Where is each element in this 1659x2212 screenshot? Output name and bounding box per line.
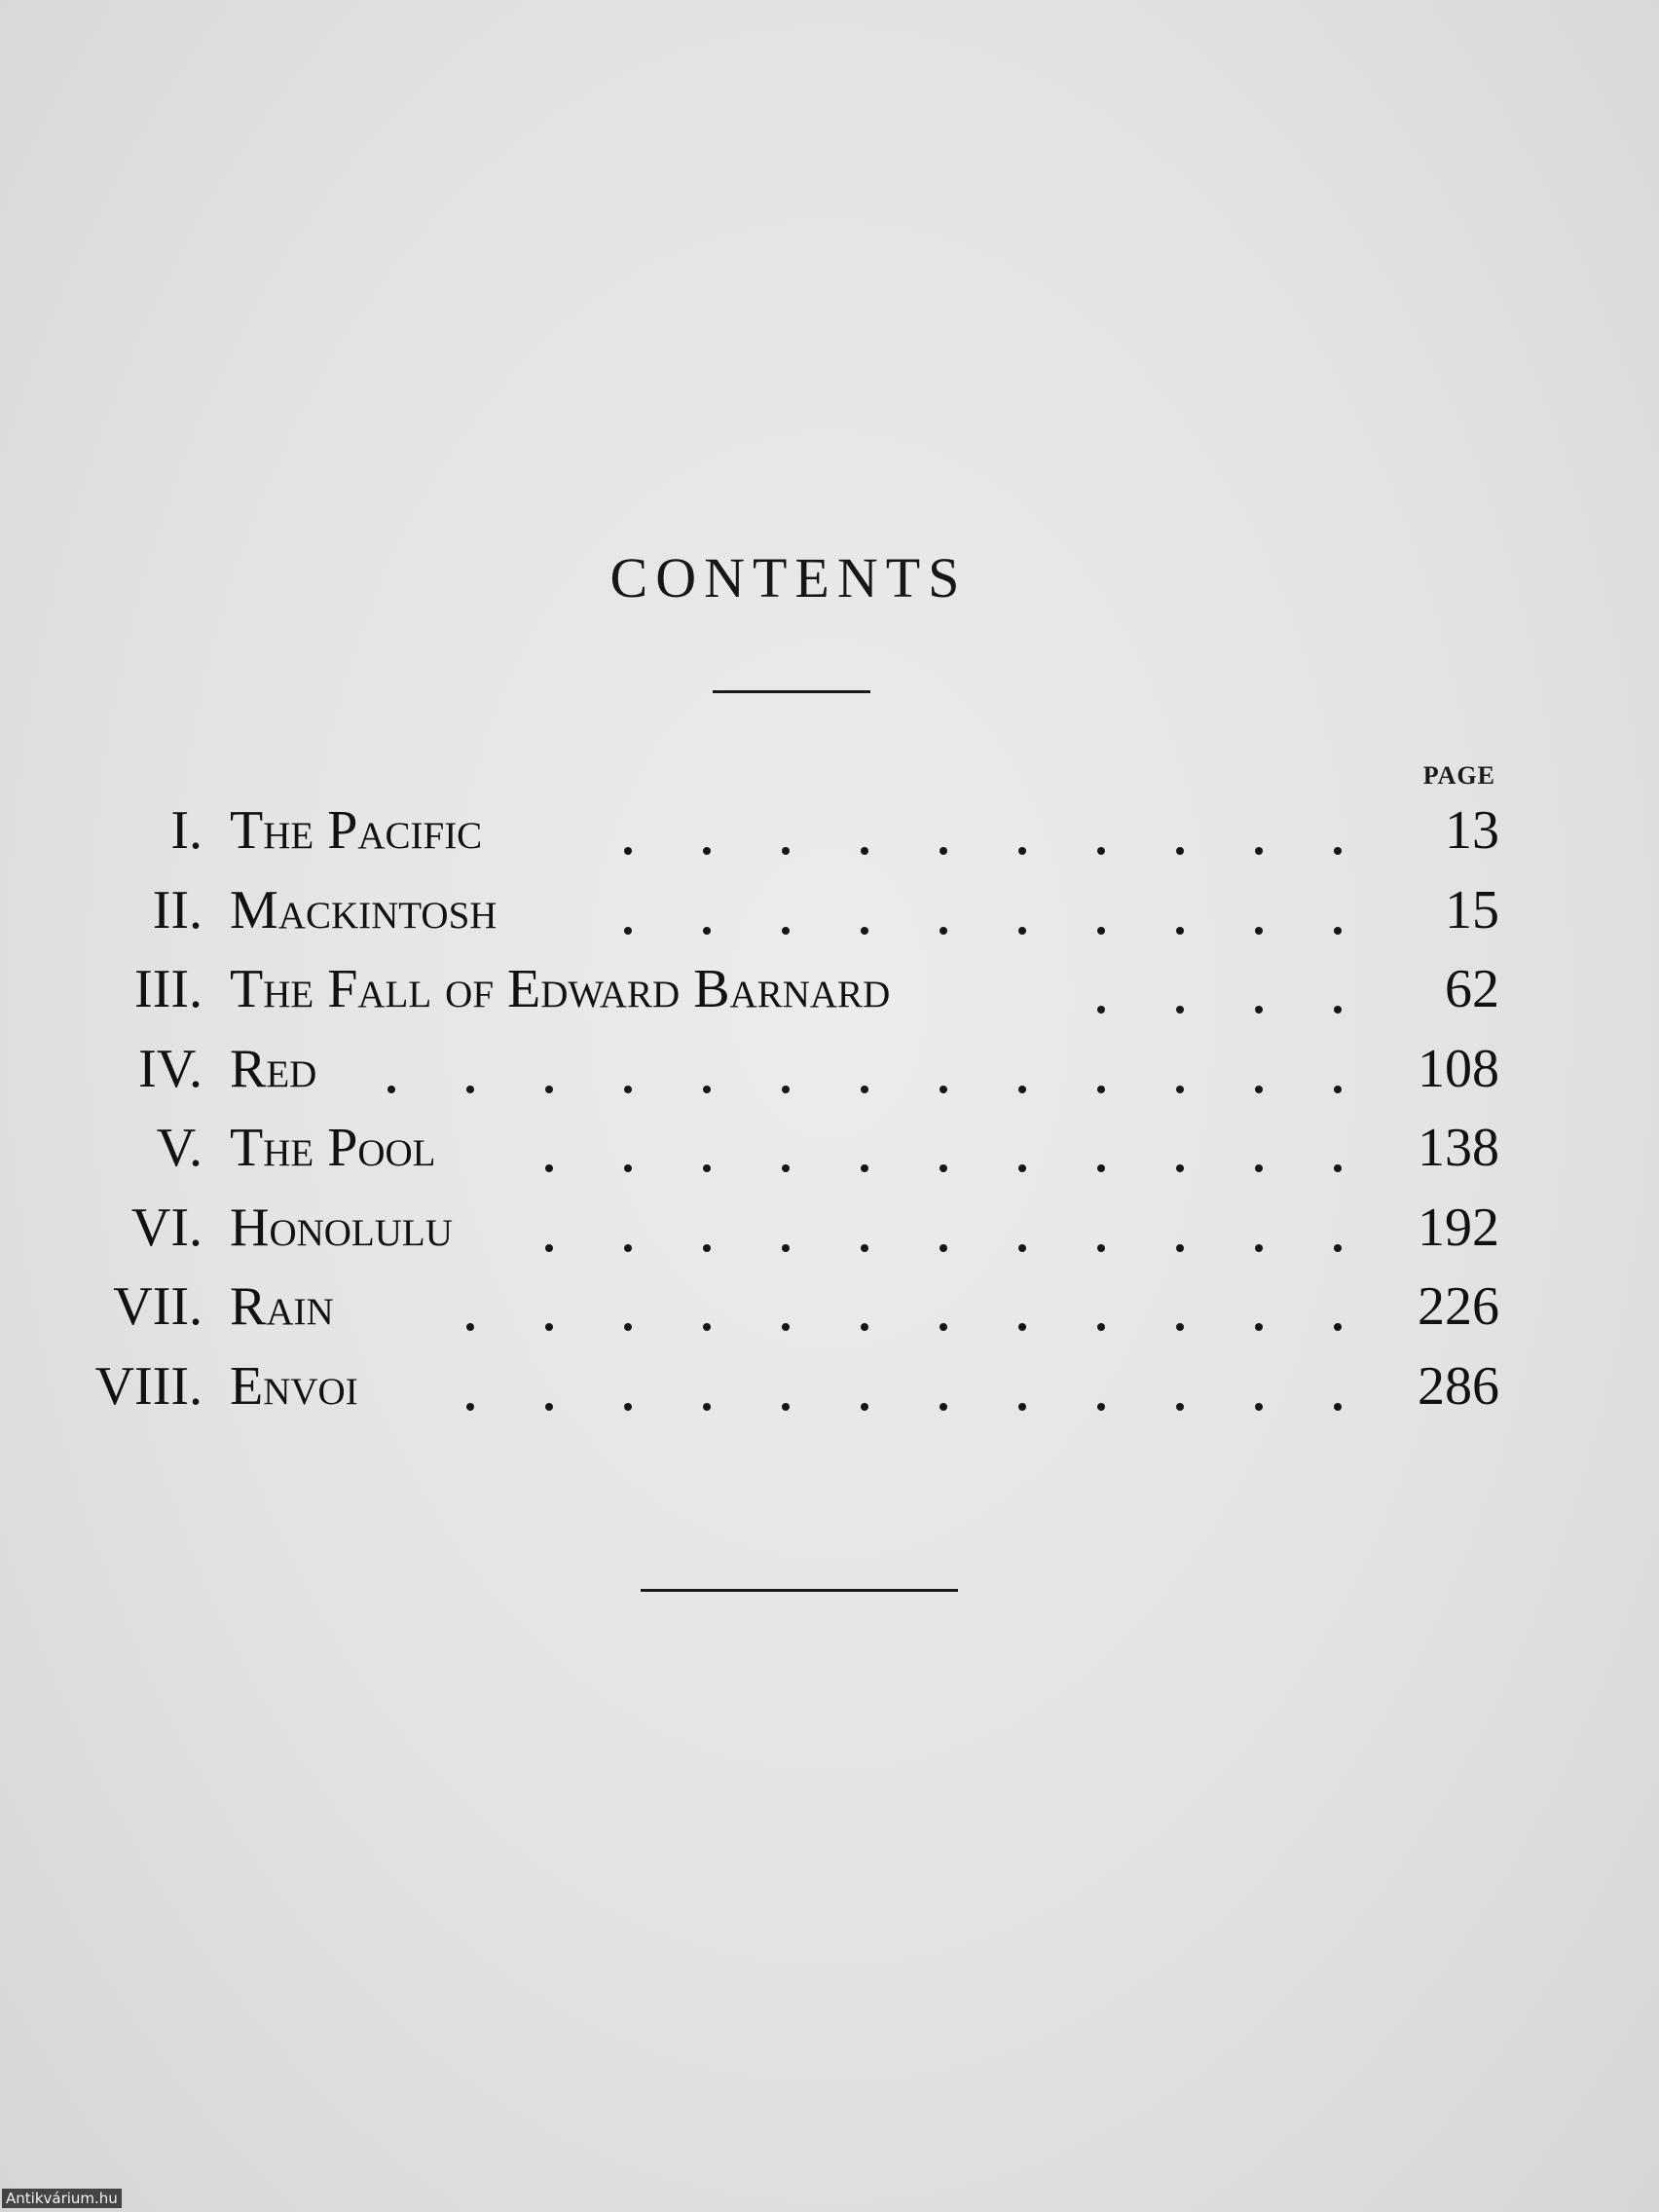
chapter-numeral: VII. (113, 1276, 203, 1337)
chapter-title: Mackintosh (230, 879, 498, 940)
bottom-rule (641, 1589, 958, 1592)
chapter-numeral: V. (156, 1118, 203, 1178)
page-number: 13 (1445, 800, 1499, 861)
page-column-heading: PAGE (1422, 761, 1495, 790)
toc-entry[interactable] (0, 1194, 1659, 1273)
chapter-numeral: II. (152, 879, 203, 940)
watermark: Antikvárium.hu (2, 2189, 122, 2208)
page-number: 108 (1418, 1038, 1499, 1099)
page-number: 138 (1418, 1118, 1499, 1178)
chapter-numeral: III. (134, 959, 203, 1019)
page-number: 15 (1445, 879, 1499, 940)
dot-leader (474, 1114, 1342, 1182)
dot-leader (395, 1272, 1342, 1341)
chapter-title: The Pacific (230, 800, 483, 861)
dot-leader (474, 1194, 1342, 1262)
dot-leader (316, 1035, 1342, 1103)
dot-leader (553, 876, 1342, 944)
dot-leader (1026, 955, 1342, 1023)
toc-entry[interactable] (0, 955, 1659, 1035)
toc-entry[interactable] (0, 1352, 1659, 1432)
page-number: 62 (1445, 959, 1499, 1019)
chapter-numeral: I. (170, 800, 203, 861)
page-title: CONTENTS (609, 546, 968, 609)
chapter-title: Rain (230, 1276, 334, 1337)
chapter-title: Red (230, 1038, 317, 1099)
chapter-title: The Fall of Edward Barnard (230, 959, 891, 1019)
dot-leader (553, 796, 1342, 865)
chapter-title: Honolulu (230, 1197, 453, 1258)
toc-entry[interactable] (0, 876, 1659, 956)
page-number: 192 (1418, 1197, 1499, 1258)
page-number: 286 (1418, 1355, 1499, 1417)
toc-entry[interactable] (0, 796, 1659, 876)
chapter-title: The Pool (230, 1118, 436, 1178)
toc-entry[interactable] (0, 1114, 1659, 1194)
top-rule (713, 690, 870, 693)
contents-list (0, 796, 1659, 1431)
toc-entry[interactable] (0, 1035, 1659, 1115)
toc-entry[interactable] (0, 1272, 1659, 1352)
chapter-numeral: IV. (138, 1038, 203, 1099)
dot-leader (395, 1352, 1342, 1420)
chapter-numeral: VIII. (94, 1355, 203, 1417)
page-number: 226 (1418, 1276, 1499, 1337)
chapter-numeral: VI. (130, 1197, 203, 1258)
chapter-title: Envoi (230, 1355, 358, 1417)
